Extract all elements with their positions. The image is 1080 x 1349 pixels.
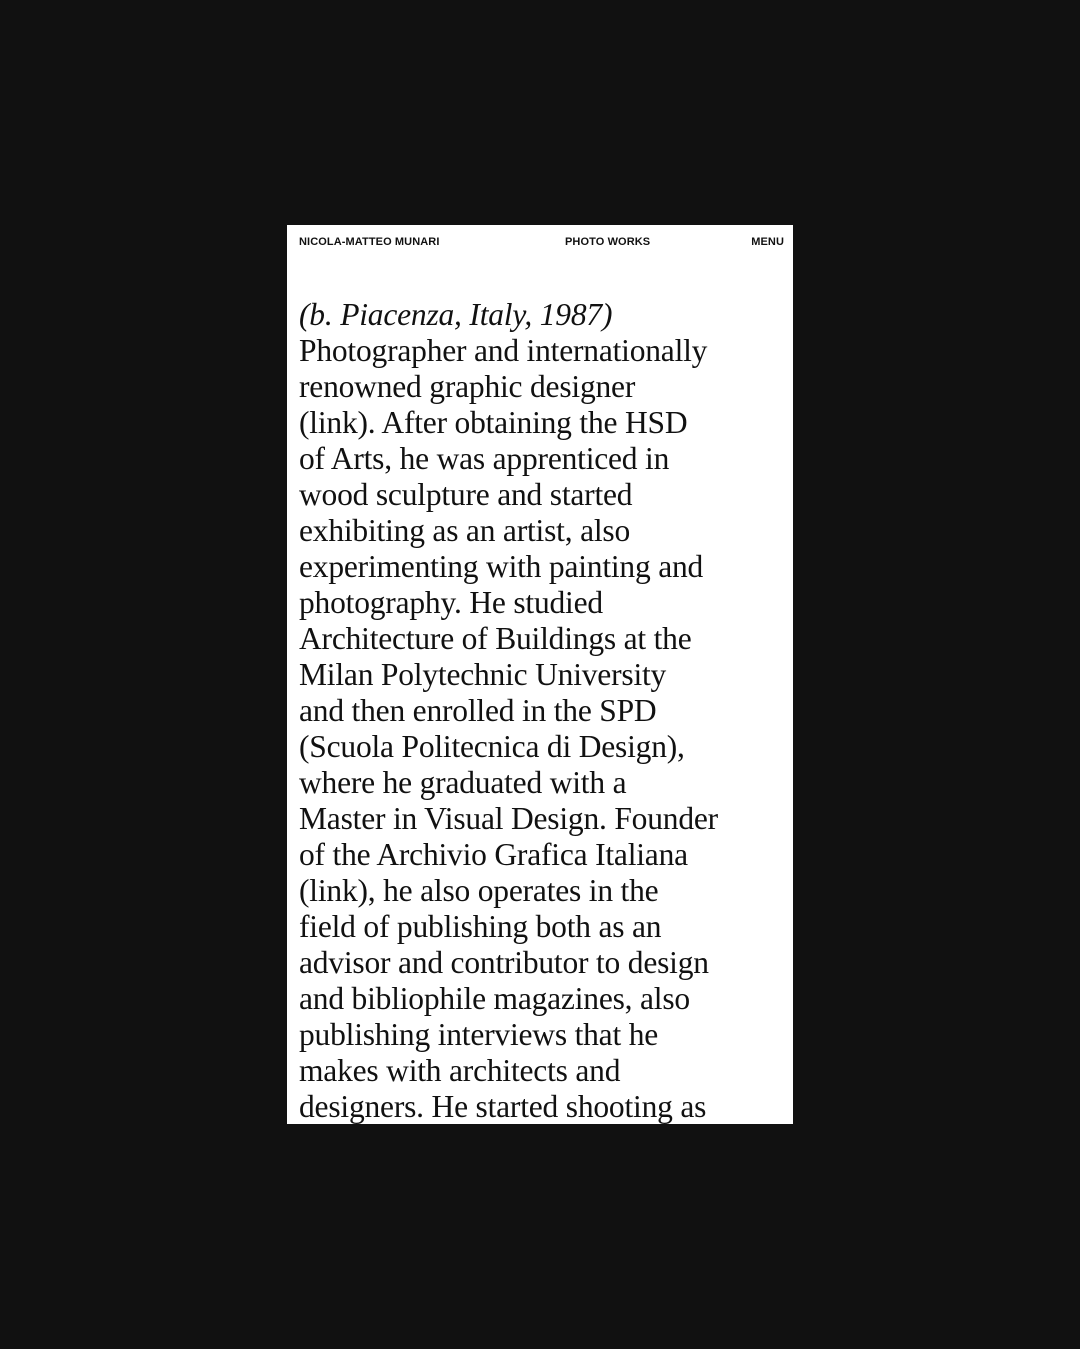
birth-info: (b. Piacenza, Italy, 1987) — [299, 297, 613, 332]
bio-line: experimenting with painting and — [299, 549, 704, 584]
bio-line: where he graduated with a — [299, 765, 627, 800]
bio-line: and then enrolled in the SPD — [299, 693, 657, 728]
bio-line: Master in Visual Design. Founder — [299, 801, 718, 836]
bio-line: Photographer and internationally — [299, 333, 708, 368]
bio-line: wood sculpture and started — [299, 477, 633, 512]
bio-line: field of publishing both as an — [299, 909, 662, 944]
mobile-page — [287, 225, 793, 1124]
brand-link[interactable]: NICOLA-MATTEO MUNARI — [299, 236, 440, 248]
bio-line: exhibiting as an artist, also — [299, 513, 631, 548]
bio-line: Architecture of Buildings at the — [299, 621, 692, 656]
bio-line: of Arts, he was apprenticed in — [299, 441, 670, 476]
bio-line: publishing interviews that he — [299, 1017, 659, 1052]
bio-line: Milan Polytechnic University — [299, 657, 667, 692]
bio-line: and bibliophile magazines, also — [299, 981, 690, 1016]
bio-line: photography. He studied — [299, 585, 603, 620]
bio-line: advisor and contributor to design — [299, 945, 709, 980]
bio-line: (link). After obtaining the HSD — [299, 405, 688, 440]
bio-line: designers. He started shooting as — [299, 1089, 707, 1124]
bio-line: (Scuola Politecnica di Design), — [299, 729, 685, 764]
bio-line: renowned graphic designer — [299, 369, 636, 404]
bio-line: (link), he also operates in the — [299, 873, 659, 908]
bio-line: of the Archivio Grafica Italiana — [299, 837, 688, 872]
bio-line: makes with architects and — [299, 1053, 621, 1088]
top-nav — [299, 235, 784, 249]
menu-button[interactable]: MENU — [751, 236, 784, 248]
photo-works-link[interactable]: PHOTO WORKS — [565, 236, 651, 248]
biography-text — [299, 297, 789, 1124]
